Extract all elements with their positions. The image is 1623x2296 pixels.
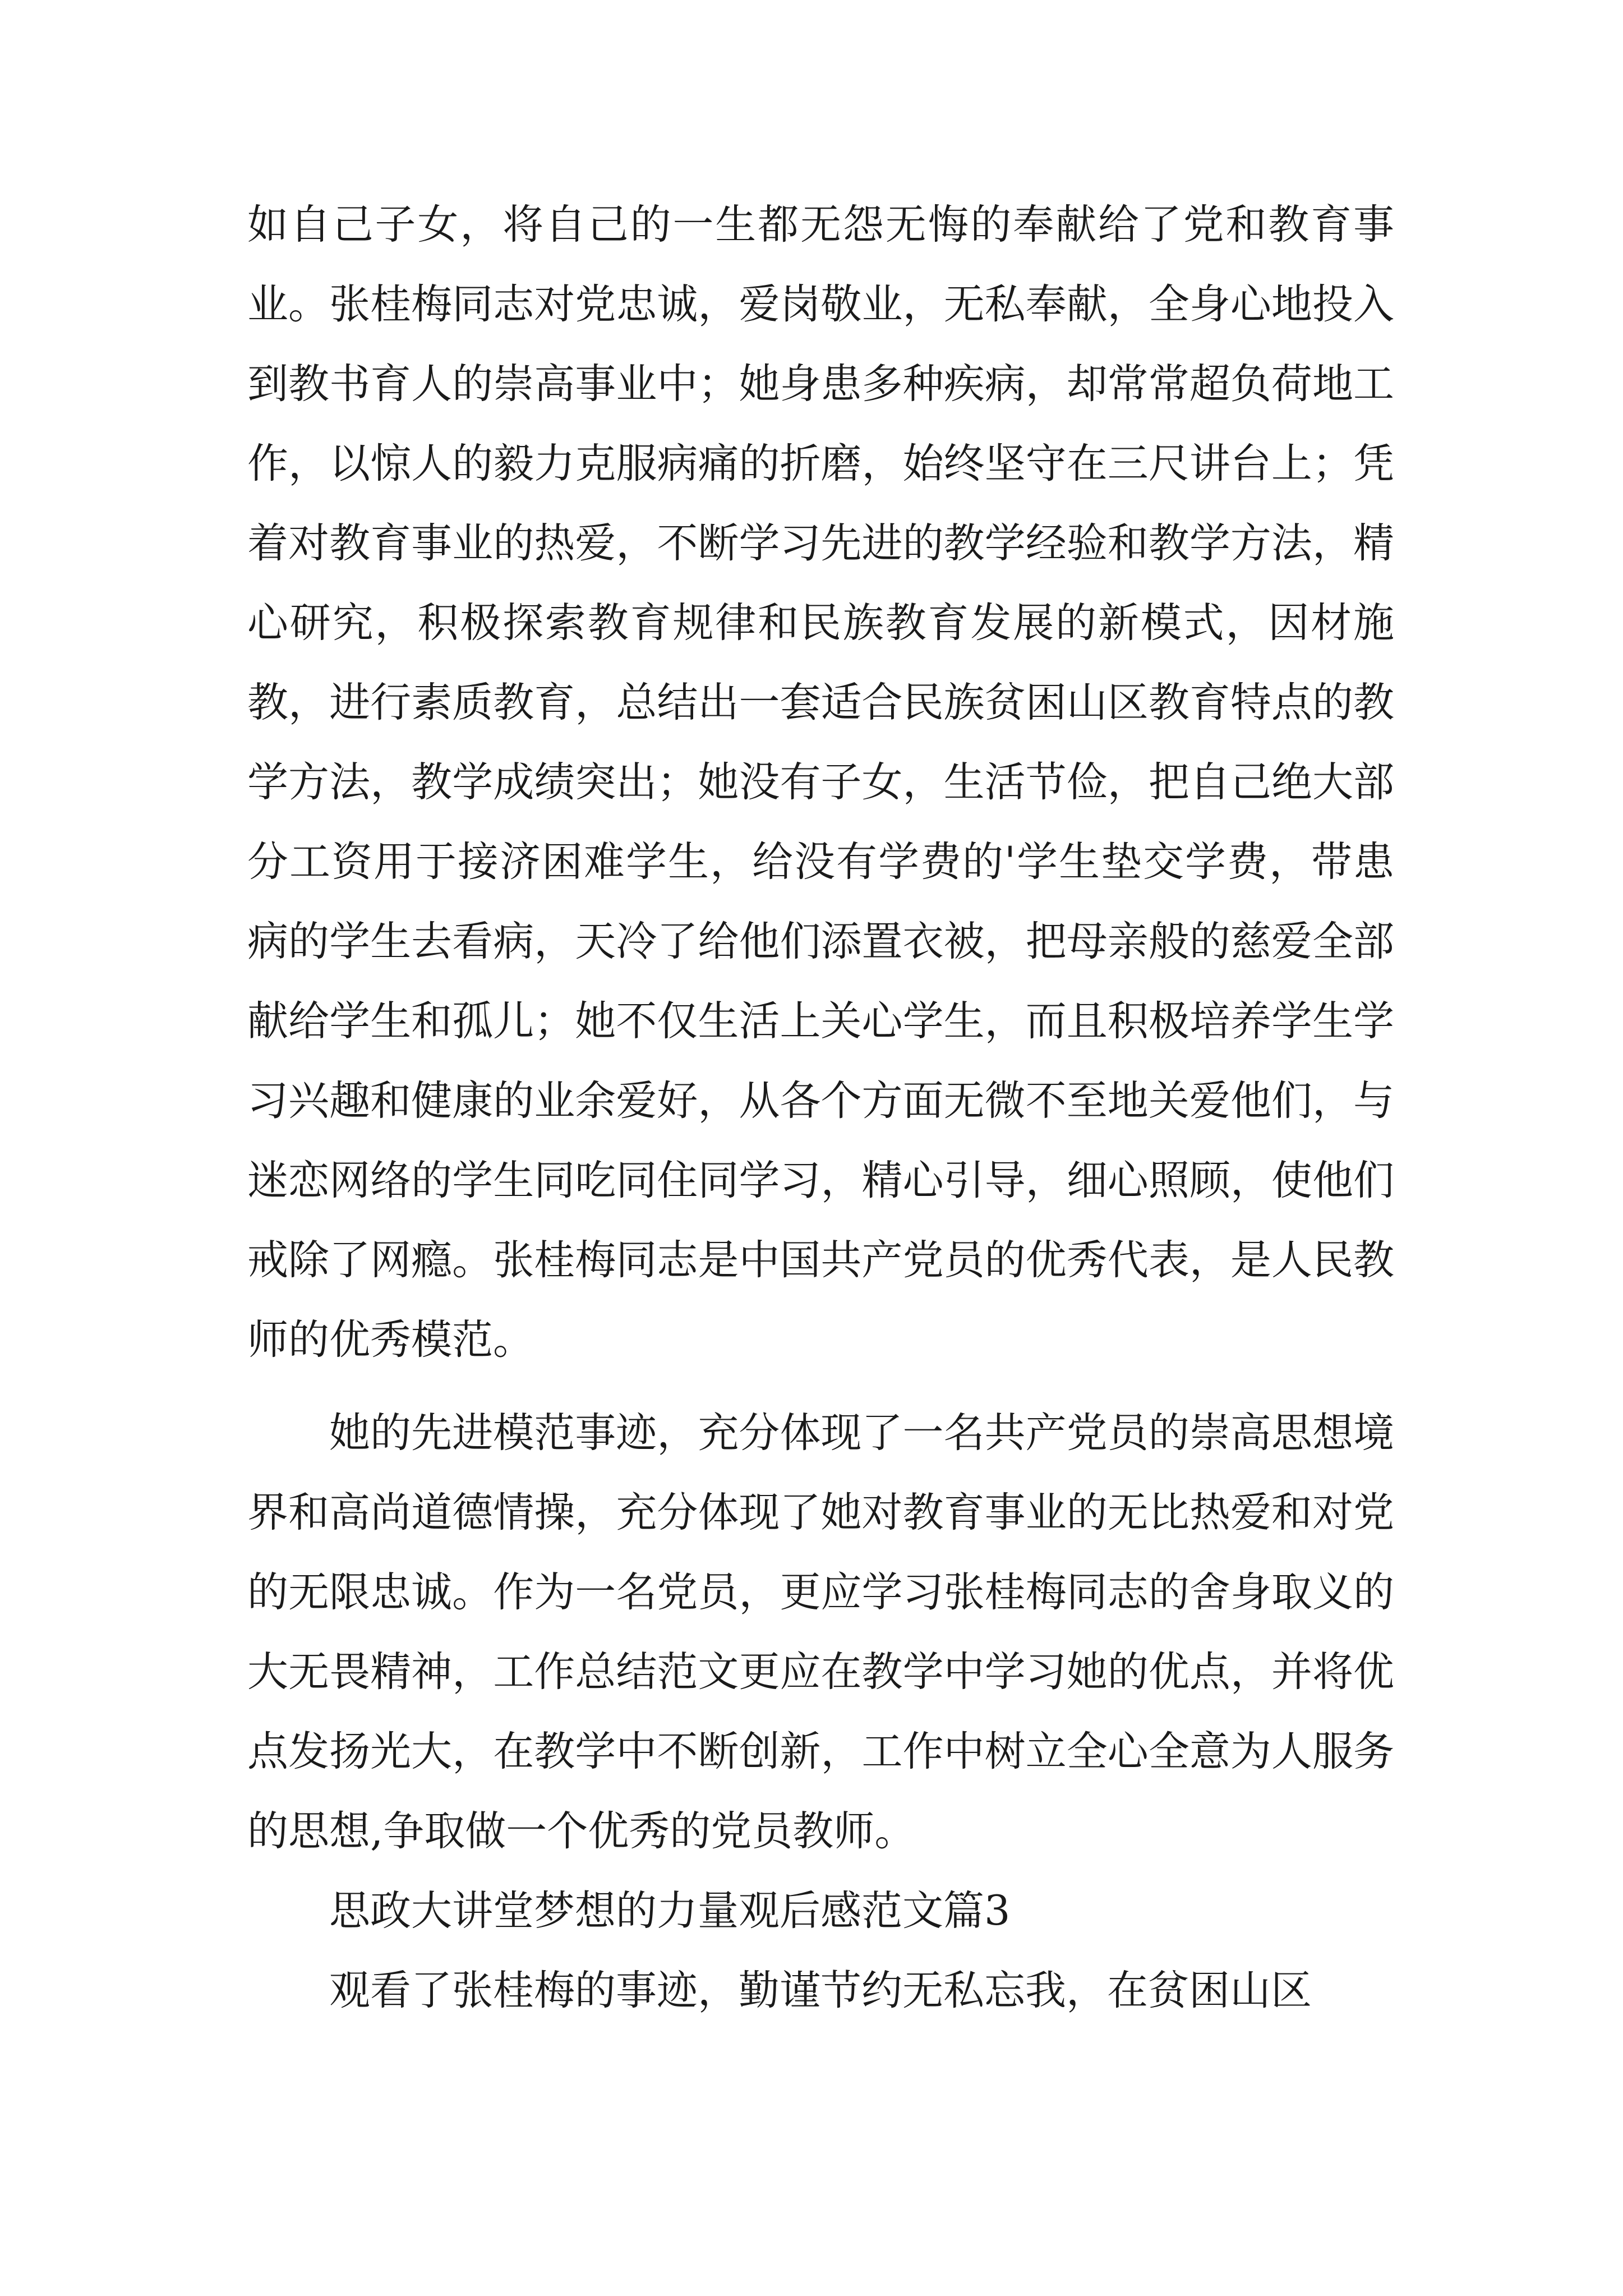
paragraph-reflection: 她的先进模范事迹，充分体现了一名共产党员的崇高思想境界和高尚道德情操，充分体现了她对教育事业的无比热爱和对党的无限忠诚。作为一名党员，更应学习张桂梅同志的舍身取义的大无畏精神，工作总结范文更应在教学中学习她的优点，并将优点发扬光大，在教学中不断创新，工作中树立全心全意为人服务的思想,争取做一个优秀的党员教师。: [247, 1409, 1394, 1855]
paragraph-continued: 如自己子女，将自己的一生都无怨无悔的奉献给了党和教育事业。张桂梅同志对党忠诚，爱岗敬业，无私奉献，全身心地投入到教书育人的崇高事业中；她身患多种疾病，却常常超负荷地工作，以惊人的毅力克服病痛的折磨，始终坚守在三尺讲台上；凭着对教育事业的热爱，不断学习先进的教学经验和教学方法，精心研究，积极探索教育规律和民族教育发展的新模式，因材施教，进行素质教育，总结出一套适合民族贫困山区教育特点的教学方法，教学成绩突出；她没有子女，生活节俭，把自己绝大部分工资用于接济困难学生，给没有学费的'学生垫交学费，带患病的学生去看病，天冷了给他们添置衣被，把母亲般的慈爱全部献给学生和孤儿；她不仅生活上关心学生，而且积极培养学生学习兴趣和健康的业余爱好，从各个方面无微不至地关爱他们，与迷恋网络的学生同吃同住同学习，精心引导，细心照顾，使他们戒除了网瘾。张桂梅同志是中国共产党员的优秀代表，是人民教师的优秀模范。: [247, 201, 1394, 1364]
document-body: [247, 185, 1394, 2031]
paragraph-next-section: 观看了张桂梅的事迹，勤谨节约无私忘我，在贫困山区: [329, 1967, 1312, 2014]
section-heading: 思政大讲堂梦想的力量观后感范文篇3: [329, 1887, 1011, 1935]
